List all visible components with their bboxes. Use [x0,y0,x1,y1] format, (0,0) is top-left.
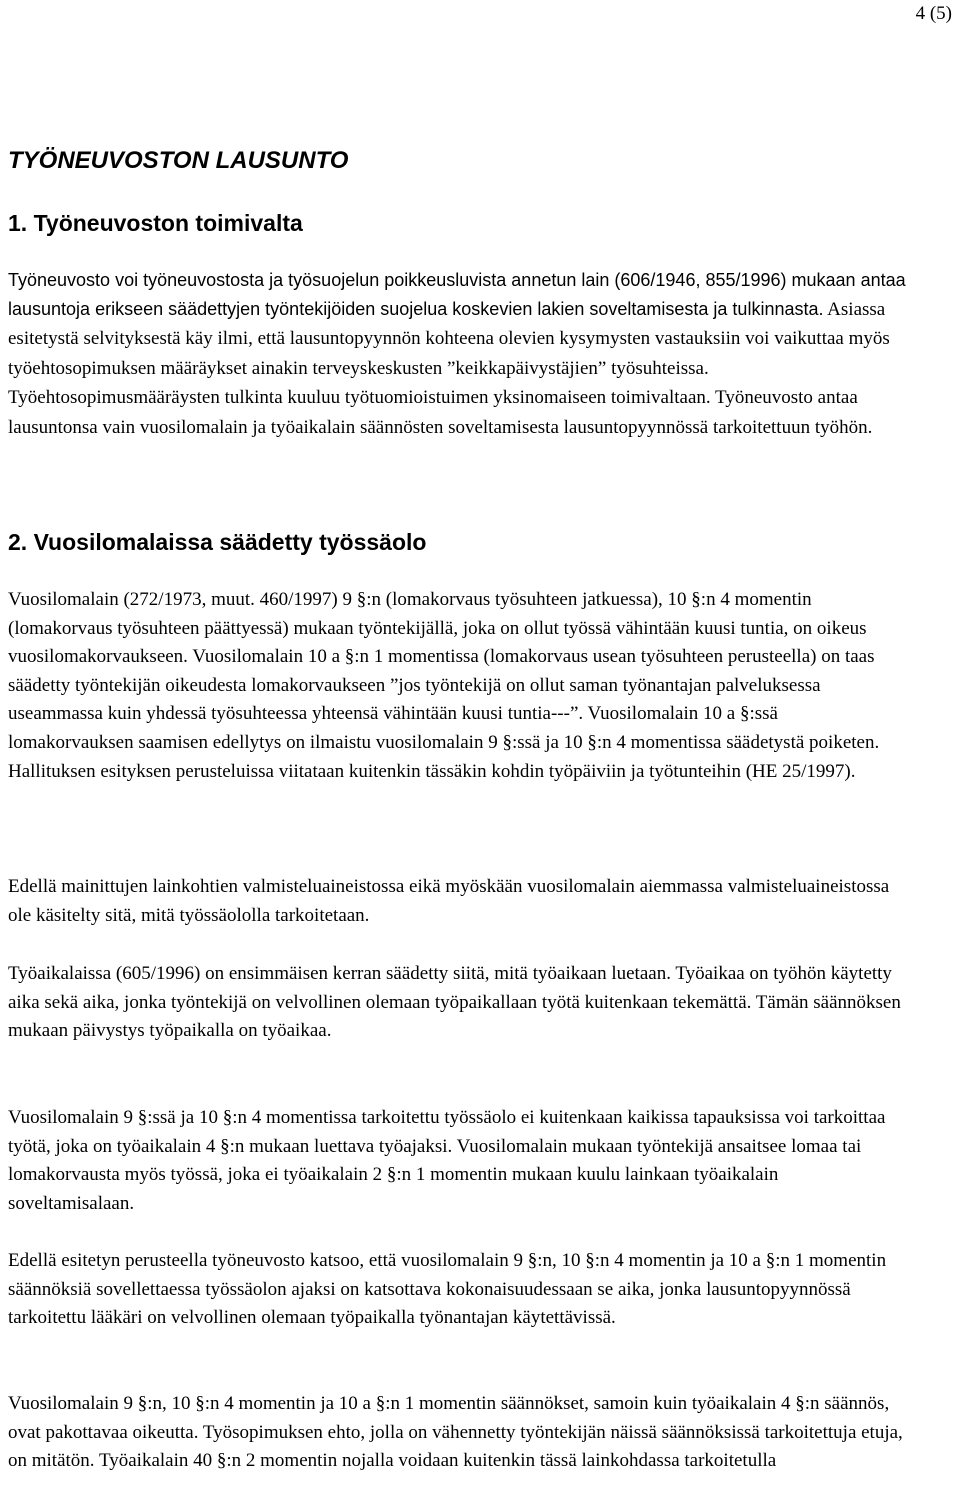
paragraph-toimivalta [8,266,908,443]
paragraph-serif-part: Asiassa esitetystä selvityksestä käy ilmi, että lausuntopyynnön kohteena olevien kysymysten vastauksiin voi vaikuttaa myös työehtosopimuksen määräykset ainakin terveyskeskusten ”keikkapäivystäjien” työsuhteissa. Työehtosopimusmääräysten tulkinta kuuluu työtuomioistuimen yksinomaiseen toimivaltaan. Työneuvosto antaa lausuntonsa vain vuosilomalain ja työaikalain säännösten soveltamisesta lausuntopyynnössä tarkoitettuun työhön. [8,298,890,438]
paragraph-lomakorvaus: Vuosilomalain (272/1973, muut. 460/1997) 9 §:n (lomakorvaus työsuhteen jatkuessa), 10 §:n 4 momentin (lomakorvaus työsuhteen päättyessä) mukaan työntekijällä, joka on ollut työssä vähintään kuusi tuntia, on oikeus vuosilomakorvaukseen. Vuosilomalain 10 a §:n 1 momentissa (lomakorvaus usean työsuhteen perusteella) on taas säädetty työntekijän oikeudesta lomakorvaukseen ”jos työntekijä on ollut saman työnantajan palveluksessa useammassa kuin yhdessä työsuhteessa yhteensä vähintään kuusi tuntia---”. Vuosilomalain 10 a §:ssä lomakorvauksen saamisen edellytys on ilmaistu vuosilomalain 9 §:ssä ja 10 §:n 4 momentissa säädetystä poiketen. Hallituksen esityksen perusteluissa viitataan kuitenkin tässäkin kohdin työpäiviin ja työtunteihin (HE 25/1997). [8,589,880,782]
section-heading-tyossaolo: 2. Vuosilomalaissa säädetty työssäolo [8,529,427,555]
paragraph-pakottava-oikeus: Vuosilomalain 9 §:n, 10 §:n 4 momentin ja 10 a §:n 1 momentin säännökset, samoin kuin työaikalain 4 §:n säännös, ovat pakottavaa oikeutta. Työsopimuksen ehto, jolla on vähennetty työntekijän näissä säännöksissä tarkoitettuja etuja, on mitätön. Työaikalain 40 §:n 2 momentin nojalla voidaan kuitenkin tässä lainkohdassa tarkoitetulla [8,1393,903,1472]
paragraph-sans-part: Työneuvosto voi työneuvostosta ja työsuojelun poikkeusluvista annetun lain (606/1946, 855/1996) mukaan antaa lausuntoja erikseen säädettyjen työntekijöiden suojelua koskevien lakien soveltamisesta ja tulkinnasta. [8,270,906,319]
paragraph-johtopaatos: Edellä esitetyn perusteella työneuvosto katsoo, että vuosilomalain 9 §:n, 10 §:n 4 momentin ja 10 a §:n 1 momentin säännöksiä sovellettaessa työssäolon ajaksi on katsottava kokonaisuudessaan se aika, jonka lausuntopyynnössä tarkoitettu lääkäri on velvollinen olemaan työpaikalla työnantajan käytettävissä. [8,1250,887,1329]
page-number: 4 (5) [915,3,952,24]
paragraph-tyoaikalaki: Työaikalaissa (605/1996) on ensimmäisen kerran säädetty siitä, mitä työaikaan luetaan. Työaikaa on työhön käytetty aika sekä aika, jonka työntekijä on velvollinen olemaan työpaikallaan työtä kuitenkaan tekemättä. Tämän säännöksen mukaan päivystys työpaikalla on työaikaa. [8,963,901,1042]
paragraph-tyossaolo-tulkinta: Vuosilomalain 9 §:ssä ja 10 §:n 4 momentissa tarkoitettu työssäolo ei kuitenkaan kaikissa tapauksissa voi tarkoittaa työtä, joka on työaikalain 4 §:n mukaan luettava työajaksi. Vuosilomalain mukaan työntekijä ansaitsee lomaa tai lomakorvausta myös työssä, joka ei työaikalain 2 §:n 1 momentin mukaan kuulu lainkaan työaikalain soveltamisalaan. [8,1107,886,1214]
paragraph-valmisteluaineisto: Edellä mainittujen lainkohtien valmisteluaineistossa eikä myöskään vuosilomalain aiemmassa valmisteluaineistossa ole käsitelty sitä, mitä työssäololla tarkoitetaan. [8,876,890,926]
section-heading-toimivalta: 1. Työneuvoston toimivalta [8,210,303,236]
document-title: TYÖNEUVOSTON LAUSUNTO [8,147,349,174]
